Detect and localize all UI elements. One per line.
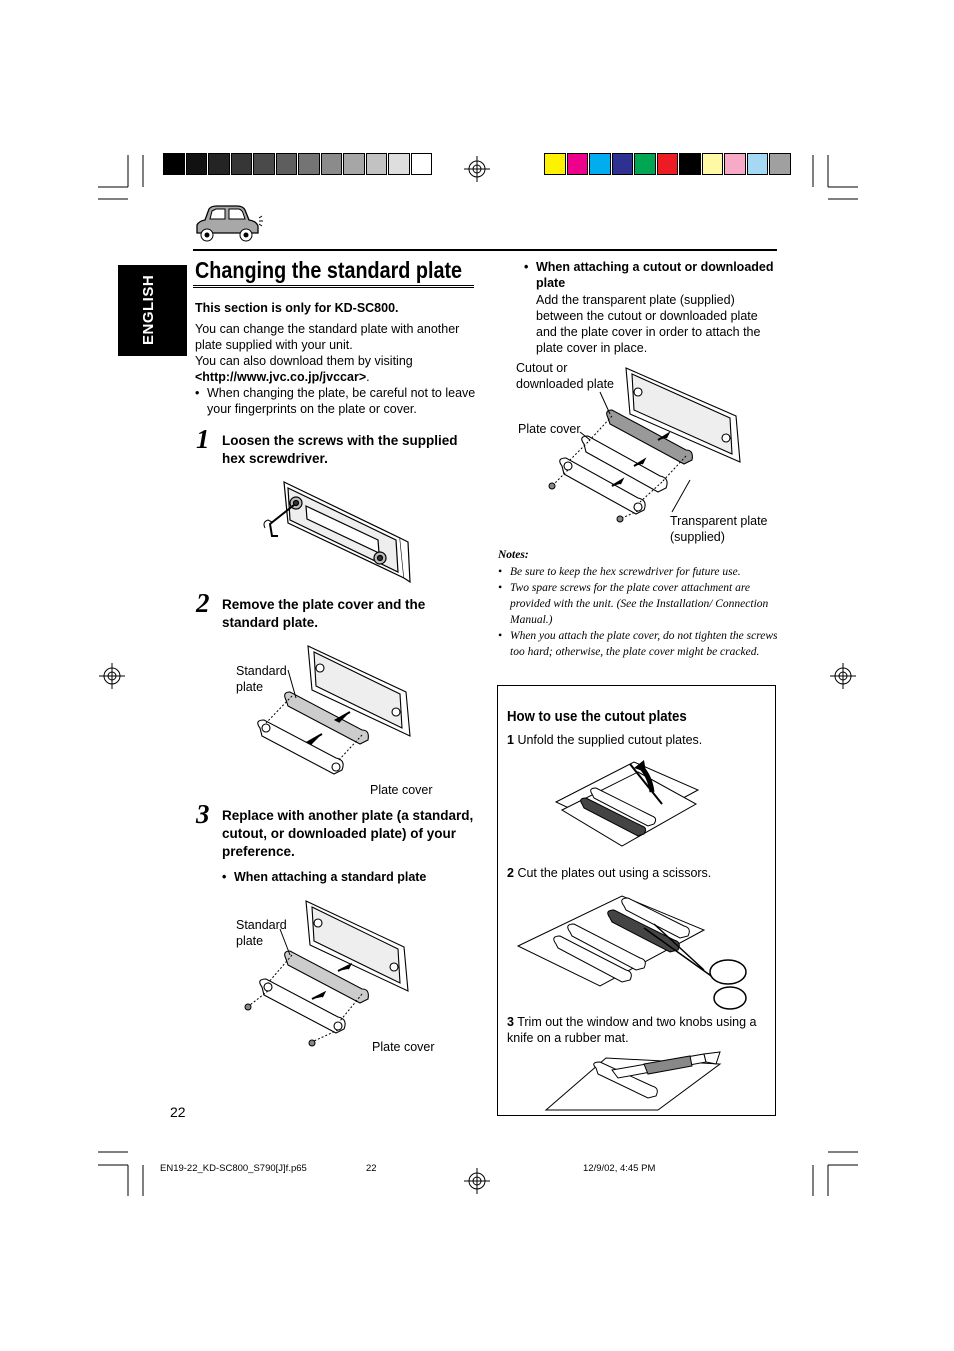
page-title: Changing the standard plate	[195, 257, 463, 283]
box-step-2-num: 2	[507, 866, 514, 880]
cutout-bullet-title: • When attaching a cutout or downloaded plate	[524, 259, 784, 291]
notes-list: • Be sure to keep the hex screwdriver for future use. • Two spare screws for the plate cover attachment are provided with the unit. (See the Installation/ Connection Manual.) • When you attach the plate cover, do not tighten the screws too hard; otherwise, the plate cover might be cracked.	[498, 566, 778, 658]
intro-line2: You can also download them by visiting	[195, 354, 413, 368]
step-2-number: 2	[196, 588, 210, 618]
color-swatch	[724, 153, 746, 175]
note-3: When you attach the plate cover, do not tighten the screws too hard; otherwise, the plate cover might be cracked.	[510, 630, 778, 658]
fig3-bullet-text: When attaching a standard plate	[234, 870, 427, 884]
notes-title: Notes:	[498, 549, 529, 561]
color-swatch	[657, 153, 679, 175]
box-step-3	[507, 1014, 769, 1046]
box-step-3-num: 3	[507, 1015, 514, 1029]
color-swatch	[544, 153, 566, 175]
step-3-number: 3	[196, 799, 210, 829]
color-swatch	[186, 153, 208, 175]
color-swatch	[321, 153, 343, 175]
color-swatch	[343, 153, 365, 175]
color-swatch	[411, 153, 433, 175]
step-1-number: 1	[196, 424, 210, 454]
url-suffix: .	[366, 370, 370, 384]
footer-date: 12/9/02, 4:45 PM	[583, 1163, 656, 1174]
color-swatch	[634, 153, 656, 175]
figure-attach-standard-plate	[240, 895, 420, 1055]
fig2-plate-cover-label: Plate cover	[370, 783, 433, 797]
cutout-bullet-text: Add the transparent plate (supplied) between the cutout or downloaded plate and the plate cover in order to attach the plate cover in place.	[536, 293, 761, 355]
step-2-text: Remove the plate cover and the standard plate.	[222, 597, 426, 630]
car-icon	[193, 203, 263, 245]
color-swatch	[769, 153, 791, 175]
note-1: Be sure to keep the hex screwdriver for future use.	[510, 566, 741, 578]
footer-file: EN19-22_KD-SC800_S790[J]f.p65	[160, 1163, 307, 1174]
color-swatch	[253, 153, 275, 175]
color-swatch	[163, 153, 185, 175]
box-step-1	[507, 732, 767, 748]
color-swatch	[612, 153, 634, 175]
box-step-2	[507, 865, 767, 881]
step-1-text: Loosen the screws with the supplied hex screwdriver.	[222, 433, 458, 466]
figure-remove-plate	[250, 640, 420, 790]
fig2-standard-plate-label: Standard plate	[236, 664, 287, 694]
fig4-cutout-label: Cutout or downloaded plate	[516, 361, 614, 391]
figure-unfold-plates	[552, 756, 700, 848]
intro-line1: You can change the standard plate with another plate supplied with your unit.	[195, 322, 460, 352]
only-for-text: This section is only for KD-SC800.	[195, 301, 399, 315]
intro-paragraph: You can change the standard plate with another plate supplied with your unit. You can also download them by visiting <http://www.jvc.co.jp/jvccar>. • When changing the plate, be careful not to leave your fingerprints on the plate or cover.	[195, 322, 476, 416]
cutout-bullet-title-text: When attaching a cutout or downloaded plate	[536, 260, 774, 290]
language-tab	[118, 265, 187, 356]
box-step-1-text: Unfold the supplied cutout plates.	[517, 733, 703, 747]
fig3-bullet: • When attaching a standard plate	[222, 870, 427, 884]
color-swatch	[747, 153, 769, 175]
note-2: Two spare screws for the plate cover attachment are provided with the unit. (See the Installation/ Connection Manual.)	[510, 582, 769, 626]
page-number: 22	[170, 1104, 186, 1120]
figure-trim-plates	[544, 1048, 724, 1112]
color-swatch	[679, 153, 701, 175]
box-step-3-text: Trim out the window and two knobs using a knife on a rubber mat.	[507, 1015, 757, 1045]
figure-attach-cutout-plate	[540, 362, 755, 532]
color-swatch	[276, 153, 298, 175]
step-3-text: Replace with another plate (a standard, cutout, or downloaded plate) of your preference.	[222, 808, 474, 859]
header-rule	[193, 249, 777, 251]
title-rule	[193, 285, 474, 288]
color-swatch	[589, 153, 611, 175]
fig3-standard-plate-label: Standard plate	[236, 918, 287, 948]
jvc-url-link[interactable]: <http://www.jvc.co.jp/jvccar>	[195, 370, 367, 384]
language-tab-label: ENGLISH	[140, 274, 157, 345]
box-step-1-num: 1	[507, 733, 514, 747]
color-swatch	[567, 153, 589, 175]
color-swatch	[208, 153, 230, 175]
color-swatch	[231, 153, 253, 175]
fig4-transparent-label: Transparent plate (supplied)	[670, 514, 768, 544]
box-step-2-text: Cut the plates out using a scissors.	[517, 866, 712, 880]
color-swatch	[388, 153, 410, 175]
fig3-plate-cover-label: Plate cover	[372, 1040, 435, 1054]
color-swatch	[298, 153, 320, 175]
intro-bullet: When changing the plate, be careful not to leave your fingerprints on the plate or cover.	[207, 386, 476, 416]
box-title: How to use the cutout plates	[507, 708, 687, 725]
figure-cut-plates	[514, 888, 750, 1016]
figure-loosen-screws	[258, 478, 414, 584]
color-swatch	[702, 153, 724, 175]
color-swatch	[366, 153, 388, 175]
footer-page: 22	[366, 1163, 377, 1174]
fig4-plate-cover-label: Plate cover	[518, 422, 581, 436]
